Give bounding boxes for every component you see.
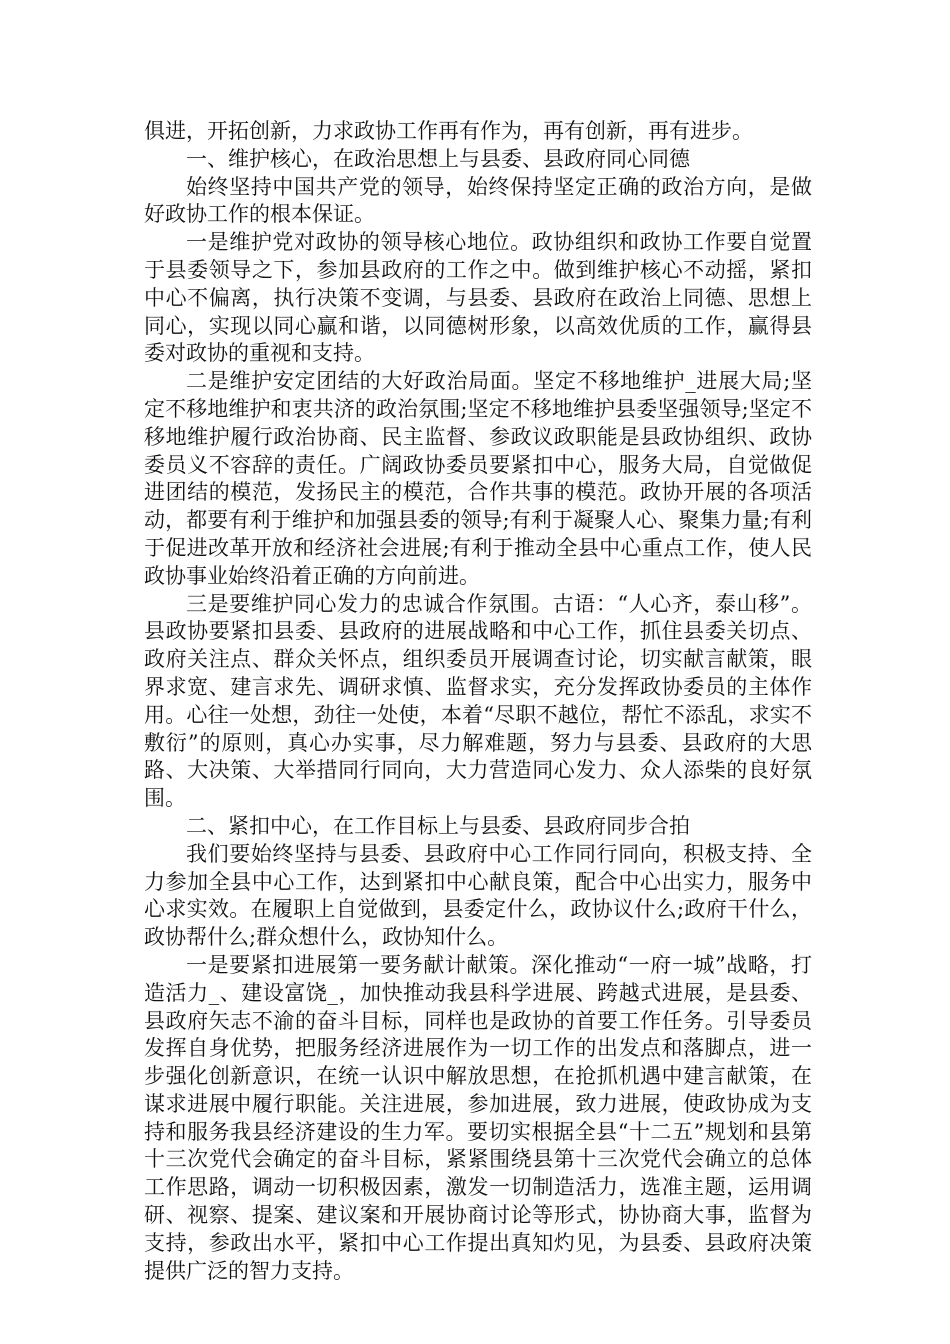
paragraph: 一是要紧扣进展第一要务献计献策。深化推动“一府一城”战略，打造活力_、建设富饶_，加快推动我县科学进展、跨越式进展，是县委、县政府矢志不渝的奋斗目标，同样也是政协的首要工作任务。引导委员发挥自身优势，把服务经济进展作为一切工作的出发点和落脚点，进一步强化创新意识，在统一认识中解放思想，在抢抓机遇中建言献策，在谋求进展中履行职能。关注进展，参加进展，致力进展，使政协成为支持和服务我县经济建设的生力军。要切实根据全县“十二五”规划和县第十三次党代会确定的奋斗目标，紧紧围绕县第十三次党代会确立的总体工作思路，调动一切积极因素，激发一切制造活力，选准主题，运用调研、视察、提案、建议案和开展协商讨论等形式，协协商大事，监督为支持，参政出水平，紧扣中心工作提出真知灼见，为县委、县政府决策提供广泛的智力支持。 bbox=[144, 952, 812, 1283]
paragraph: 我们要始终坚持与县委、县政府中心工作同行同向，积极支持、全力参加全县中心工作，达到紧扣中心献良策，配合中心出实力，服务中心求实效。在履职上自觉做到，县委定什么，政协议什么;政府干什么，政协帮什么;群众想什么，政协知什么。 bbox=[144, 841, 812, 950]
paragraph: 一是维护党对政协的领导核心地位。政协组织和政协工作要自觉置于县委领导之下，参加县政府的工作之中。做到维护核心不动摇，紧扣中心不偏离，执行决策不变调，与县委、县政府在政治上同德、思想上同心，实现以同心赢和谐，以同德树形象，以高效优质的工作，赢得县委对政协的重视和支持。 bbox=[144, 230, 812, 366]
section-heading-2: 二、紧扣中心，在工作目标上与县委、县政府同步合拍 bbox=[186, 813, 690, 838]
section-heading-1: 一、维护核心，在政治思想上与县委、县政府同心同德 bbox=[186, 146, 690, 171]
paragraph: 二是维护安定团结的大好政治局面。坚定不移地维护_进展大局;坚定不移地维护和衷共济的政治氛围;坚定不移地维护县委坚强领导;坚定不移地维护履行政治协商、民主监督、参政议政职能是县政协组织、政协委员义不容辞的责任。广阔政协委员要紧扣中心，服务大局，自觉做促进团结的模范，发扬民主的模范，合作共事的模范。政协开展的各项活动，都要有利于维护和加强县委的领导;有利于凝聚人心、聚集力量;有利于促进改革开放和经济社会进展;有利于推动全县中心重点工作，使人民政协事业始终沿着正确的方向前进。 bbox=[144, 369, 812, 588]
document-page bbox=[144, 118, 812, 1285]
paragraph: 三是要维护同心发力的忠诚合作氛围。古语：“人心齐，泰山移”。县政协要紧扣县委、县政府的进展战略和中心工作，抓住县委关切点、政府关注点、群众关怀点，组织委员开展调查讨论，切实献言献策，眼界求宽、建言求先、调研求慎、监督求实，充分发挥政协委员的主体作用。心往一处想，劲往一处使，本着“尽职不越位，帮忙不添乱，求实不敷衍”的原则，真心办实事，尽力解难题，努力与县委、县政府的大思路、大决策、大举措同行同向，大力营造同心发力、众人添柴的良好氛围。 bbox=[144, 591, 812, 811]
paragraph-continuation: 俱进，开拓创新，力求政协工作再有作为，再有创新，再有进步。 bbox=[144, 119, 753, 143]
paragraph: 始终坚持中国共产党的领导，始终保持坚定正确的政治方向，是做好政协工作的根本保证。 bbox=[144, 174, 812, 227]
